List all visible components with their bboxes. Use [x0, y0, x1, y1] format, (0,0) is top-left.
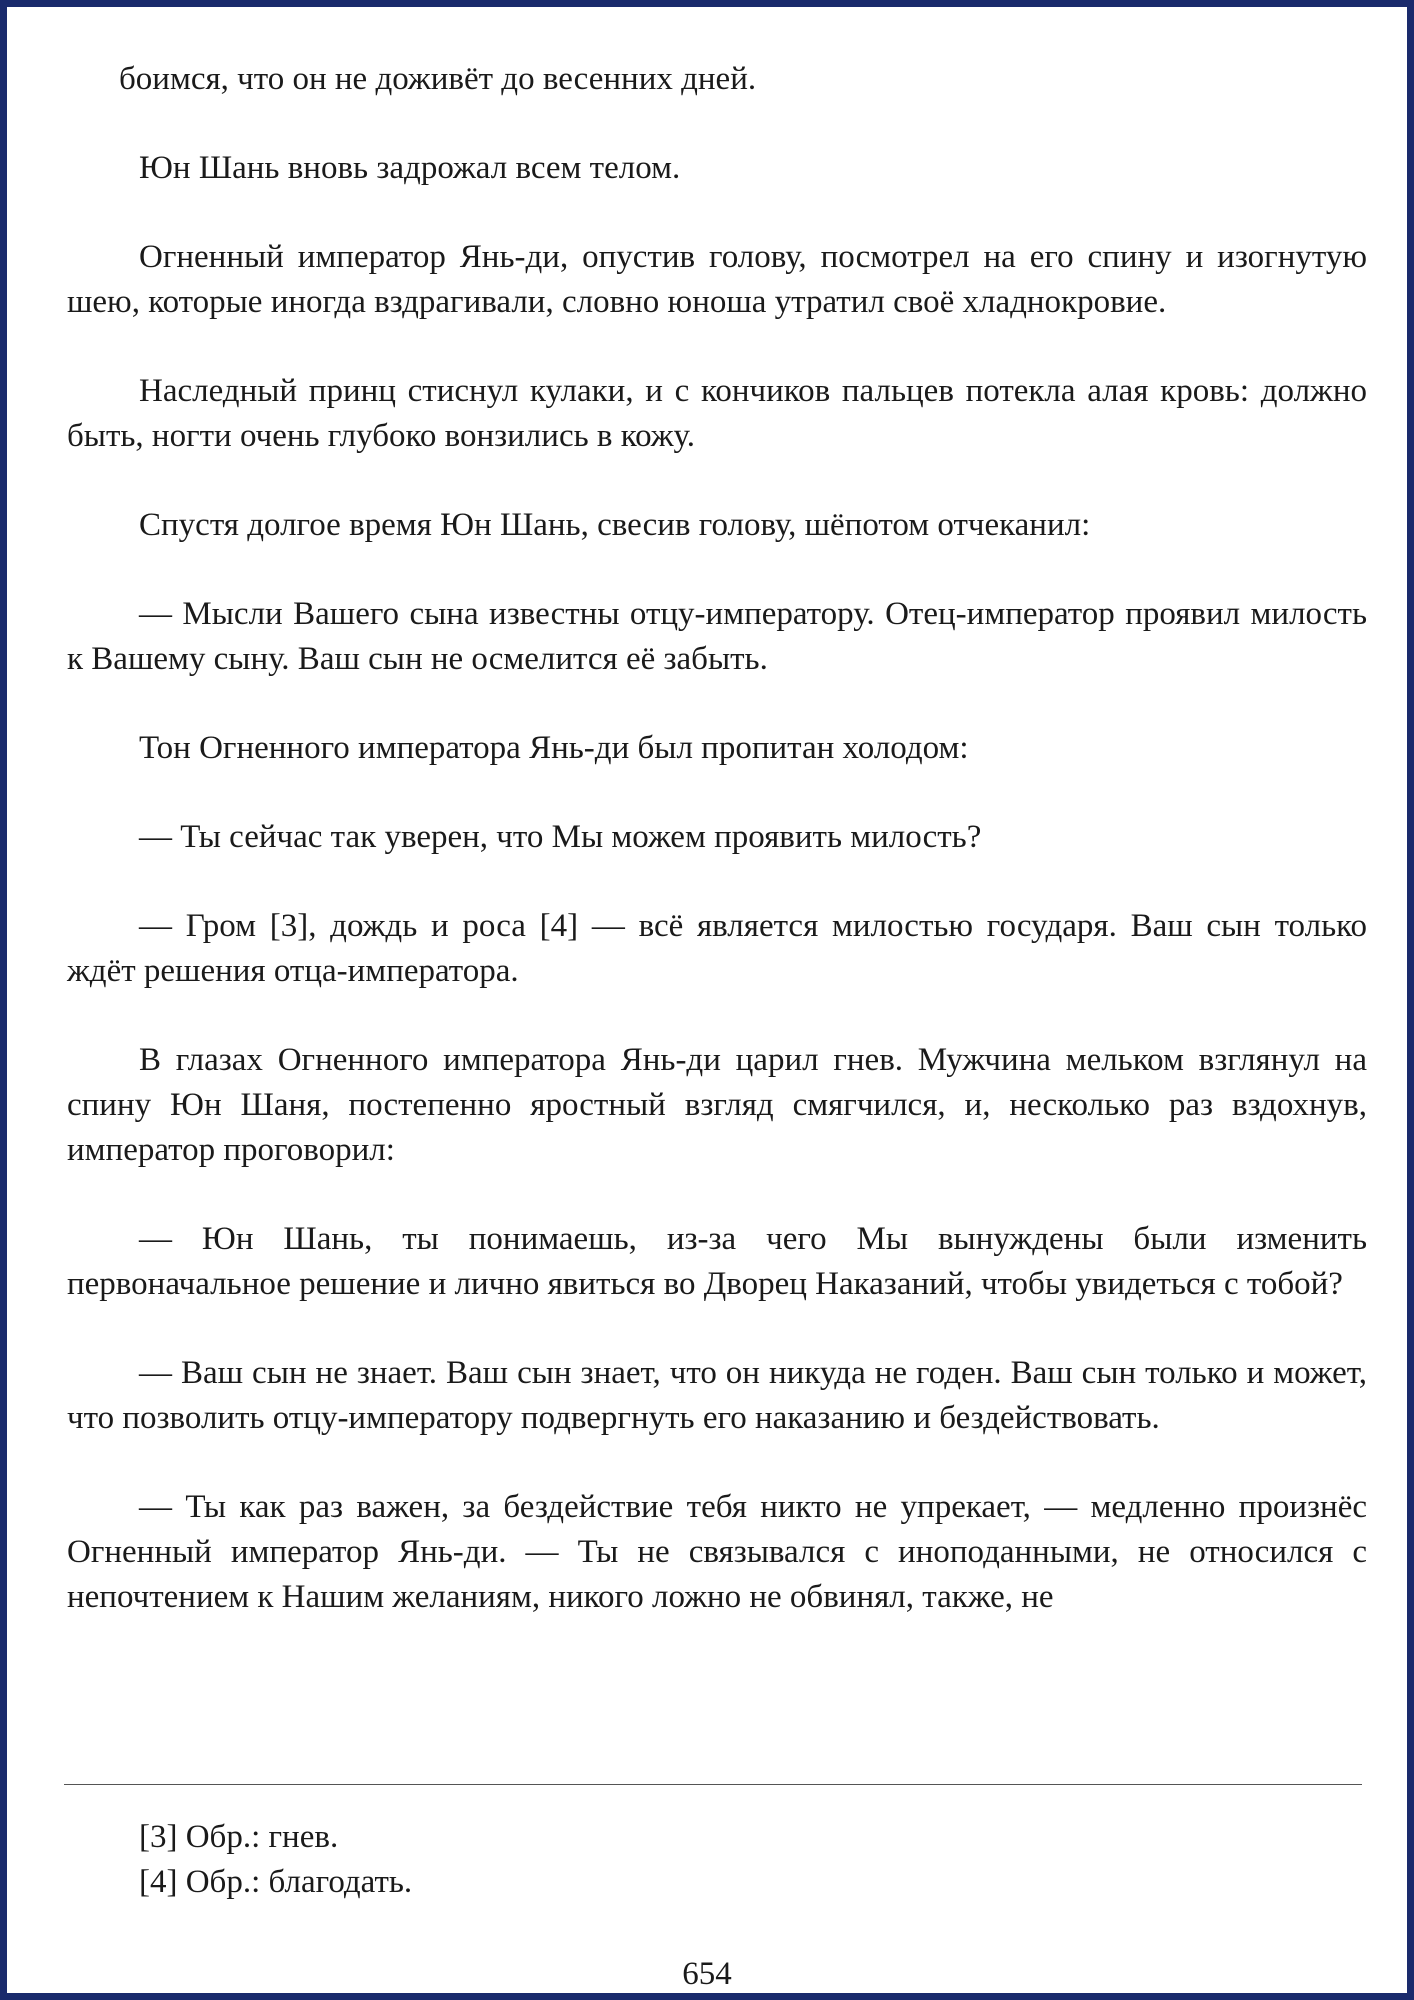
paragraph: Наследный принц стиснул кулаки, и с кончиков пальцев потекла алая кровь: должно быть, ногти очень глубоко вонзились в кожу. — [67, 373, 1367, 454]
footnote-divider — [64, 1784, 1362, 1785]
paragraph: боимся, что он не доживёт до весенних дней. — [119, 61, 757, 97]
paragraph: — Ваш сын не знает. Ваш сын знает, что он никуда не годен. Ваш сын только и может, что позволить отцу-императору подвергнуть его наказанию и бездействовать. — [67, 1355, 1367, 1436]
footnotes — [139, 1815, 1339, 1905]
paragraph: Тон Огненного императора Янь-ди был пропитан холодом: — [139, 730, 969, 766]
paragraph: Спустя долгое время Юн Шань, свесив голову, шёпотом отчеканил: — [139, 507, 1091, 543]
paragraph: — Ты как раз важен, за бездействие тебя никто не упрекает, — медленно произнёс Огненный император Янь-ди. — Ты не связывался с иноподанными, не относился с непочтением к Нашим желаниям, никого ложно не обвинял, также, не — [67, 1489, 1367, 1615]
page-body — [67, 57, 1367, 1664]
paragraph: — Мысли Вашего сына известны отцу-императору. Отец-император проявил милость к Вашему сыну. Ваш сын не осмелится её забыть. — [67, 596, 1367, 677]
footnote: [4] Обр.: благодать. — [139, 1864, 413, 1900]
footnote: [3] Обр.: гнев. — [139, 1819, 339, 1855]
paragraph: — Юн Шань, ты понимаешь, из-за чего Мы вынуждены были изменить первоначальное решение и лично явиться во Дворец Наказаний, чтобы увидеться с тобой? — [67, 1221, 1367, 1302]
paragraph: Огненный император Янь-ди, опустив голову, посмотрел на его спину и изогнутую шею, которые иногда вздрагивали, словно юноша утратил своё хладнокровие. — [67, 239, 1367, 320]
page-number: 654 — [682, 1956, 732, 1992]
paragraph: — Гром [3], дождь и роса [4] — всё является милостью государя. Ваш сын только ждёт решения отца-императора. — [67, 908, 1367, 989]
paragraph: В глазах Огненного императора Янь-ди царил гнев. Мужчина мельком взглянул на спину Юн Шаня, постепенно яростный взгляд смягчился, и, несколько раз вздохнув, император проговорил: — [67, 1042, 1367, 1168]
paragraph: — Ты сейчас так уверен, что Мы можем проявить милость? — [139, 819, 982, 855]
paragraph: Юн Шань вновь задрожал всем телом. — [139, 150, 681, 186]
